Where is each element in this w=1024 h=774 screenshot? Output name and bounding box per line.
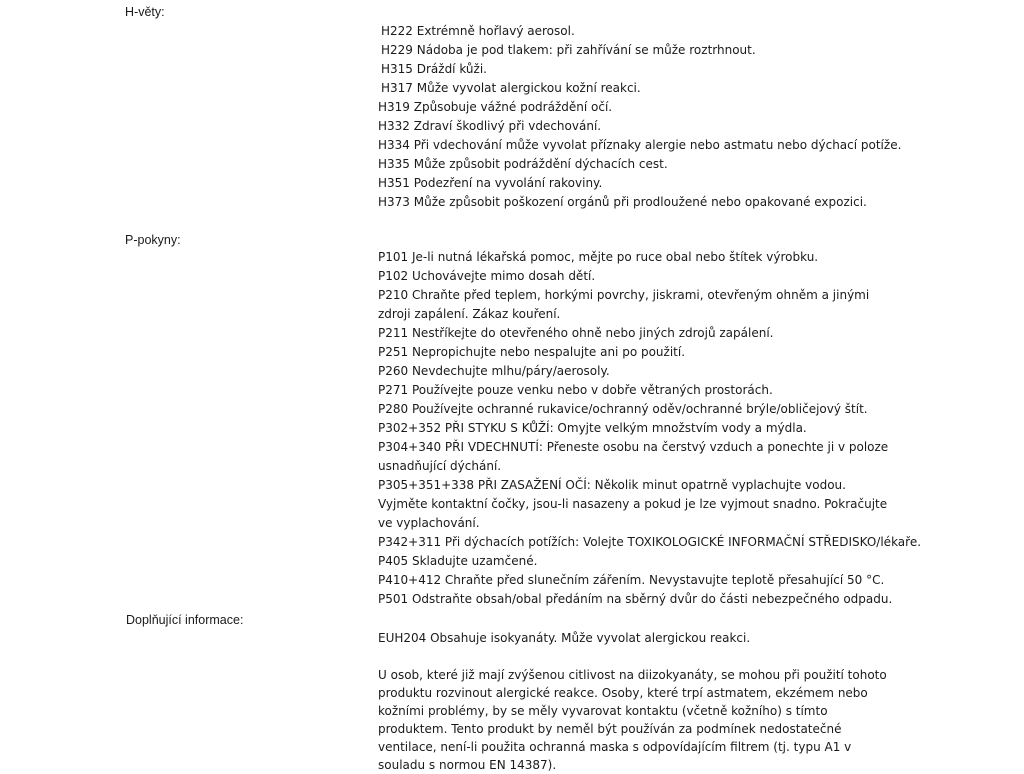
list-item: P102 Uchovávejte mimo dosah dětí.	[378, 269, 596, 283]
supplementary-note: U osob, které již mají zvýšenou citlivost na diizokyanáty, se mohou při použití tohoto produktu rozvinout alergické reakce. Osoby, které trpí astmatem, ekzémem nebo kožními problémy, by se měly vyvarovat kontaktu (včetně kožního) s tímto produktem. Tento produkt by neměl být používán za podmínek nedostatečné ventilace, není-li použita ochranná maska s odpovídajícím filtrem (tj. typu A1 v souladu s normou EN 14387).	[378, 668, 887, 772]
list-item: P260 Nevdechujte mlhu/páry/aerosoly.	[378, 364, 610, 378]
list-item: P211 Nestříkejte do otevřeného ohně nebo jiných zdrojů zapálení.	[378, 326, 774, 340]
euh-statement: EUH204 Obsahuje isokyanáty. Může vyvolat alergickou reakci.	[378, 631, 751, 645]
list-item: P304+340 PŘI VDECHNUTÍ: Přeneste osobu na čerstvý vzduch a ponechte ji v poloze usnadňující dýchání.	[378, 440, 889, 473]
list-item: H317 Může vyvolat alergickou kožní reakci.	[381, 81, 641, 95]
p-statements-list	[378, 248, 922, 609]
supplementary-info-label: Doplňující informace:	[126, 613, 244, 627]
list-item: H222 Extrémně hořlavý aerosol.	[381, 24, 575, 38]
list-item: P210 Chraňte před teplem, horkými povrchy, jiskrami, otevřeným ohněm a jinými zdroji zapálení. Zákaz kouření.	[378, 288, 870, 321]
h-statements-label: H-věty:	[125, 5, 165, 19]
list-item: H319 Způsobuje vážné podráždění očí.	[378, 100, 613, 114]
list-item: P342+311 Při dýchacích potížích: Volejte TOXIKOLOGICKÉ INFORMAČNÍ STŘEDISKO/lékaře.	[378, 535, 922, 549]
list-item: P271 Používejte pouze venku nebo v dobře větraných prostorách.	[378, 383, 773, 397]
list-item: P305+351+338 PŘI ZASAŽENÍ OČÍ: Několik minut opatrně vyplachujte vodou. Vyjměte kontaktní čočky, jsou-li nasazeny a pokud je lze vyjmout snadno. Pokračujte ve vyplachování.	[378, 478, 888, 530]
list-item: P405 Skladujte uzamčené.	[378, 554, 538, 568]
list-item: P410+412 Chraňte před slunečním zářením. Nevystavujte teplotě přesahující 50 °C.	[378, 573, 885, 587]
supplementary-info	[378, 629, 898, 774]
list-item: H373 Může způsobit poškození orgánů při prodloužené nebo opakované expozici.	[378, 195, 867, 209]
list-item: H335 Může způsobit podráždění dýchacích cest.	[378, 157, 668, 171]
list-item: P280 Používejte ochranné rukavice/ochranný oděv/ochranné brýle/obličejový štít.	[378, 402, 868, 416]
list-item: H332 Zdraví škodlivý při vdechování.	[378, 119, 602, 133]
h-statements-list	[378, 22, 902, 212]
list-item: H229 Nádoba je pod tlakem: při zahřívání se může roztrhnout.	[381, 43, 756, 57]
list-item: P501 Odstraňte obsah/obal předáním na sběrný dvůr do části nebezpečného odpadu.	[378, 592, 893, 606]
list-item: P302+352 PŘI STYKU S KŮŽÍ: Omyjte velkým množstvím vody a mýdla.	[378, 421, 807, 435]
list-item: P251 Nepropichujte nebo nespalujte ani po použití.	[378, 345, 686, 359]
list-item: P101 Je-li nutná lékařská pomoc, mějte po ruce obal nebo štítek výrobku.	[378, 250, 819, 264]
list-item: H351 Podezření na vyvolání rakoviny.	[378, 176, 603, 190]
list-item: H334 Při vdechování může vyvolat příznaky alergie nebo astmatu nebo dýchací potíže.	[378, 138, 902, 152]
p-statements-label: P-pokyny:	[125, 233, 181, 247]
list-item: H315 Dráždí kůži.	[381, 62, 487, 76]
